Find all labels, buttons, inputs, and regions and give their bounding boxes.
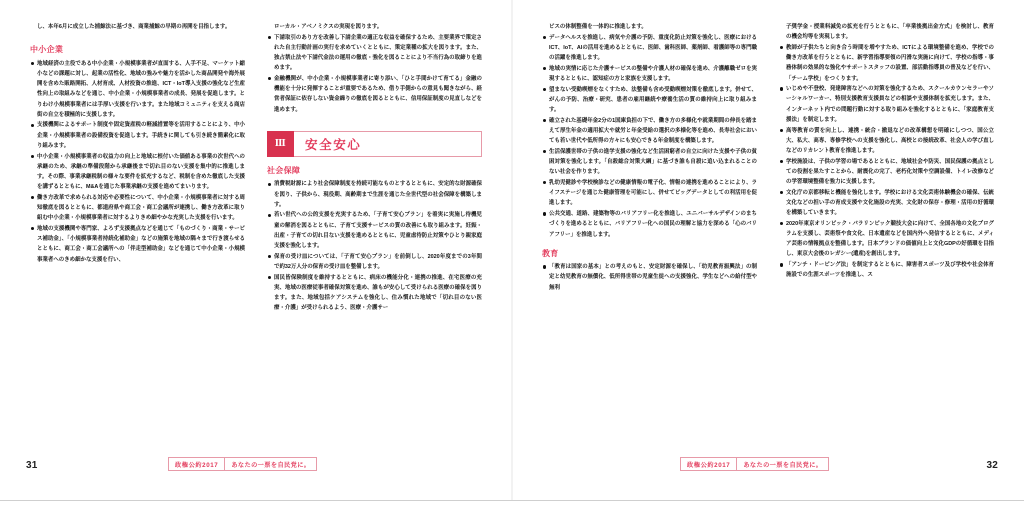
list-item: [267, 252, 482, 272]
page-number: 32: [986, 460, 998, 471]
bullet-dot-icon: [543, 36, 546, 39]
bullet-dot-icon: [543, 119, 546, 122]
bullet-dot-icon: [780, 129, 783, 132]
list-item-text: 文化庁の京都移転と機能を強化します。学校における文化芸術体験機会の確保、伝統文化などの担い手の育成支援や文化施設の充実、文化財の保存・修理・活用の好循環を構築していきます。: [786, 189, 994, 217]
section-heading-kyoiku: 教育: [542, 248, 559, 258]
bullet-dot-icon: [780, 46, 783, 49]
list-item: [267, 273, 482, 314]
bullet-dot-icon: [268, 214, 271, 217]
list-item-text: 地域経済の主役である中小企業・小規模事業者が直面する、人手不足、マーケット縮小などの課題に対し、起業の活性化、地域の強みや魅力を活かした商品開発や海外展開を含めた販路開拓、人材育成、人材投資の推進、ICT・IoT導入支援の強化など生産性向上の取組みなどを通じ、中小企業・小規模事業者の成長、発展を促進します。とりわけ小規模事業者には手厚い支援を行います。また地域コミュニティを支える商店街の自立を積極的に支援します。: [37, 60, 245, 118]
list-item: [30, 120, 245, 151]
bullet-dot-icon: [268, 36, 271, 39]
list-item: [30, 224, 245, 265]
bullet-dot-icon: [780, 160, 783, 163]
right-page: [512, 0, 1024, 515]
bullet-dot-icon: [543, 88, 546, 91]
footer-badge: [168, 457, 317, 471]
list-item-text: 若い世代への公的支援を充実するため、「子育て安心プラン」を着実に実施し待機児童の解消を図るとともに、子育て支援サービスの質の改善にも取り組みます。妊娠・出産・子育ての切れ目ない支援を進めるとともに、児童虐待防止対策やひとり親家庭支援を強化します。: [274, 212, 482, 250]
bullet-dot-icon: [268, 255, 271, 258]
right-page-column-1: [542, 22, 757, 442]
right-page-column-2: [779, 22, 994, 442]
bullet-dot-icon: [268, 183, 271, 186]
list-item-text: 生活保護世帯の子供の進学支援の強化など生活困窮者の自立に向けた支援や子供の貧困対策を強化します。「自殺総合対策大綱」に基づき誰も自殺に追い込まれることのない社会を作ります。: [549, 148, 757, 176]
list-item-text: 高等教育の質を向上し、連携・統合・撤退などの改革構想を明確にしつつ、国公立大、私大、高専、専修学校への支援を強化し、高校との接続改革、社会人の学び直しなどのリカレント教育を推進します。: [786, 127, 994, 154]
list-item: [30, 193, 245, 224]
right-page-columns: [542, 22, 994, 442]
section-heading-chusho-kigyo: 中小企業: [30, 45, 64, 55]
list-item-text: 2020年東京オリンピック・パラリンピック競技大会に向けて、全国各地の文化プログラムを支援し、芸術祭や食文化、日本遺産などを国内外へ発信するとともに、メディア芸術の情報拠点を整備します。日本ブランドの価値向上と文化GDPの好循環を目指し、東京大会後のレガシー(遺産)を創出します。: [786, 220, 994, 258]
list-item-text: 乳幼児健診や学校検診などの健康情報の電子化、情報の連携を進めることにより、ライフステージを通じた健康管理を可能にし、併せてビッグデータとしての利活用を促進します。: [549, 180, 757, 207]
list-item-text: 下請取引のあり方を改善し下請企業の適正な収益を確保するため、主要業界で策定された自主行動計画の実行を求めていくとともに、策定業種の拡大を図ります。また、独占禁止法や下請代金法の運用の徹底・強化を図ることにより不当行為の取締りを進めます。: [274, 34, 482, 72]
list-item-text: 望まない受動喫煙をなくすため、法整備も含め受動喫煙対策を徹底します。併せて、がんの予防、治療・研究、患者の雇用継続や療養生活の質の維持向上に取り組みます。: [549, 86, 757, 114]
bullet-dot-icon: [780, 191, 783, 194]
page-bottom-trim: [0, 500, 1024, 515]
list-item-text: 公共交通、道路、建築物等のバリアフリー化を推進し、ユニバーサルデザインのまちづくりを進めるとともに、バリアフリー化への国民の理解と協力を深める「心のバリアフリー」を推進します。: [549, 211, 757, 238]
list-item-text: 地域の実情に応じた介護サービスの整備や介護人材の確保を進め、介護離職ゼロを実現するとともに、認知症の方と家族を支援します。: [549, 65, 757, 83]
bullet-dot-icon: [31, 124, 34, 127]
list-item-text: 中小企業・小規模事業者の収益力の向上と地域に根付いた価値ある事業の次世代への承継のため、承継の準備段階から承継後まで切れ目のない支援を集中的に推進します。その際、事業承継税制の様々な要件を拡充するなど、税制を含めた徹底した支援を講ずるとともに、M&Aを通じた事業承継の支援を進めてまいります。: [37, 153, 245, 191]
footer-badge-campaign-label: 政権公約2017: [687, 461, 731, 469]
footer-badge: [680, 457, 829, 471]
list-item: [542, 33, 757, 64]
list-item-text: 確立された基礎年金2分の1国庫負担の下で、働き方の多様化や就業期間の伸長を踏まえて厚生年金の適用拡大や就労と年金受給の選択の多様化等を進め、長寿社会においても若い世代や低所得の方々にも安心できる年金制度を構築します。: [549, 117, 757, 145]
list-item: [779, 260, 994, 280]
list-item: [779, 157, 994, 188]
left-page-column-2: [267, 22, 482, 442]
list-item: [779, 219, 994, 260]
bullet-dot-icon: [780, 87, 783, 90]
list-item: [779, 84, 994, 125]
bullet-dot-icon: [31, 227, 34, 230]
left-page-footer: [0, 452, 512, 486]
bullet-dot-icon: [31, 62, 34, 65]
continued-paragraph: し、本年6月に成立した捕鯨法に基づき、商業捕鯨の早期の再開を目指します。: [37, 24, 231, 30]
list-item: [542, 64, 757, 84]
continued-paragraph: ローカル・アベノミクスの実現を図ります。: [274, 24, 383, 30]
list-item-text: 金融機関が、中小企業・小規模事業者に寄り添い、「ひと手間かけて育てる」金融の機能を十分に発揮することが重要であるため、借り手側からの意見も聞きながら、経営者保証に依存しない資金繰りの徹底を図るとともに、信用保証制度の見直しなどを進めます。: [274, 76, 482, 113]
left-page-columns: [30, 22, 482, 442]
list-item-text: 働き方改革で求められる対応や必要性について、中小企業・小規模事業者に対する周知徹底を図るとともに、都道府県や商工会・商工会議所が連携し、働き方改革に取り組む中小企業・小規模事業者に対するよりきめ細やかな充実した支援を行います。: [37, 194, 245, 222]
list-item-text: 地域の支援機関や専門家、よろず支援拠点などを通じて「ものづくり・商業・サービス補助金」、「小規模事業者持続化補助金」などの施策を地域の隅々まで行き渡らせるとともに、商工会・商工会議所への「伴走型補助金」などを通じて中小企業・小規模事業者へのきめ細かな支援を行い、: [37, 225, 245, 263]
list-item: [542, 147, 757, 178]
list-item-text: データヘルスを推進し、病気や介護の予防、重度化防止対策を強化し、医療におけるICT、IoT、AIの活用を進めるとともに、医師、歯科医師、薬剤師、看護師等の専門職の活躍を推進します。: [549, 34, 757, 62]
list-item-text: 「アンチ・ドーピング法」を制定するとともに、障害者スポーツ及び学校や社会体育施設での生涯スポーツを推進し、ス: [786, 262, 994, 279]
list-item: [779, 188, 994, 219]
page-gutter-divider: [511, 0, 513, 515]
section-heading-shakai-hosho: 社会保障: [267, 165, 301, 175]
chapter-title: 安全安心: [294, 131, 482, 157]
list-item-text: 支援機関によるサポート制度や固定資産税の軽減措置等を活用することにより、中小企業・小規模事業者の設備投資を促進します。手続きに関しても引き続き簡素化に取り組みます。: [37, 122, 245, 149]
bullet-dot-icon: [543, 265, 546, 268]
continued-paragraph: 子奨学金・授業料減免の拡充を行うとともに、「卒業後拠出金方式」を検討し、教育の機会均等を実現します。: [786, 24, 994, 41]
list-item: [267, 210, 482, 251]
list-item: [267, 74, 482, 115]
list-item: [30, 152, 245, 193]
list-item: [267, 179, 482, 210]
chapter-number: Ⅲ: [267, 131, 294, 157]
list-item-text: 「教育は国家の基本」との考えのもと、安定財源を確保し、「幼児教育振興法」の制定と幼児教育の無償化、低所得世帯の児童生徒への支援強化、学生などへの給付型や無利: [549, 264, 757, 291]
list-item: [779, 43, 994, 84]
bullet-dot-icon: [780, 222, 783, 225]
list-item: [267, 33, 482, 74]
list-item-text: 保育の受け皿については、「子育て安心プラン」を前倒しし、2020年度までの3年間で約32万人分の保育の受け皿を整備します。: [274, 253, 482, 270]
bullet-dot-icon: [31, 196, 34, 199]
bullet-dot-icon: [780, 263, 783, 266]
list-item-text: 学校施設は、子供の学習の場であるとともに、地域社会や防災、国民保護の拠点としての役割を果たすことから、耐震化の完了、老朽化対策や空調設備、トイレ改修などの学習環境整備を強力に支援します。: [786, 158, 994, 186]
bullet-dot-icon: [543, 67, 546, 70]
list-item-text: 教師が子供たちと向き合う時間を増やすため、ICTによる環境整備を進め、学校での働き方改革を行うとともに、新学習指導要領の円滑な実施に向けて、学校の指導・事務体制の効果的な強化やサポートスタッフの設置、部活動指導員の普及などを行い、「チーム学校」をつくります。: [786, 44, 994, 82]
list-item: [542, 178, 757, 209]
list-item: [542, 116, 757, 147]
bullet-dot-icon: [31, 155, 34, 158]
list-item: [779, 126, 994, 157]
bullet-dot-icon: [543, 212, 546, 215]
left-page-column-1: [30, 22, 245, 442]
footer-badge-slogan: あなたの一票を自民党に。: [224, 458, 316, 470]
list-item: [30, 59, 245, 120]
bullet-dot-icon: [268, 276, 271, 279]
list-item: [542, 262, 757, 293]
list-item: [542, 85, 757, 116]
footer-badge-slogan: あなたの一票を自民党に。: [736, 458, 828, 470]
page-number: 31: [26, 460, 38, 471]
right-page-footer: [512, 452, 1024, 486]
footer-badge-campaign-label: 政権公約2017: [175, 461, 219, 469]
bullet-dot-icon: [543, 150, 546, 153]
bullet-dot-icon: [268, 77, 271, 80]
continued-paragraph: ビスの体制整備を一体的に推進します。: [549, 24, 647, 30]
list-item-text: いじめや不登校、発達障害などへの対策を強化するため、スクールカウンセラーやソーシャルワーカー、特別支援教育支援員などの相談や支援体制を拡充します。また、インターネット内での問題行動に対する取り組みを強化するとともに、「家庭教育支援法」を制定します。: [786, 86, 994, 123]
bullet-dot-icon: [543, 181, 546, 184]
chapter-banner-safety-security: [267, 131, 482, 157]
list-item-text: 消費税財源により社会保障制度を持続可能なものとするとともに、安定的な財源確保を図り、子供から、現役期、高齢期まで生涯を通じた全世代型の社会保障を構築します。: [274, 181, 482, 208]
list-item-text: 国民皆保険制度を維持するとともに、病床の機能分化・連携の推進、在宅医療の充実、地域の医療従事者確保対策を進め、誰もが安心して受けられる医療の確保を図ります。また、地域包括ケアシステムを強化し、住み慣れた地域で「切れ目のない医療・介護」が受けられるよう、医療・介護サー: [274, 274, 482, 312]
list-item: [542, 209, 757, 240]
